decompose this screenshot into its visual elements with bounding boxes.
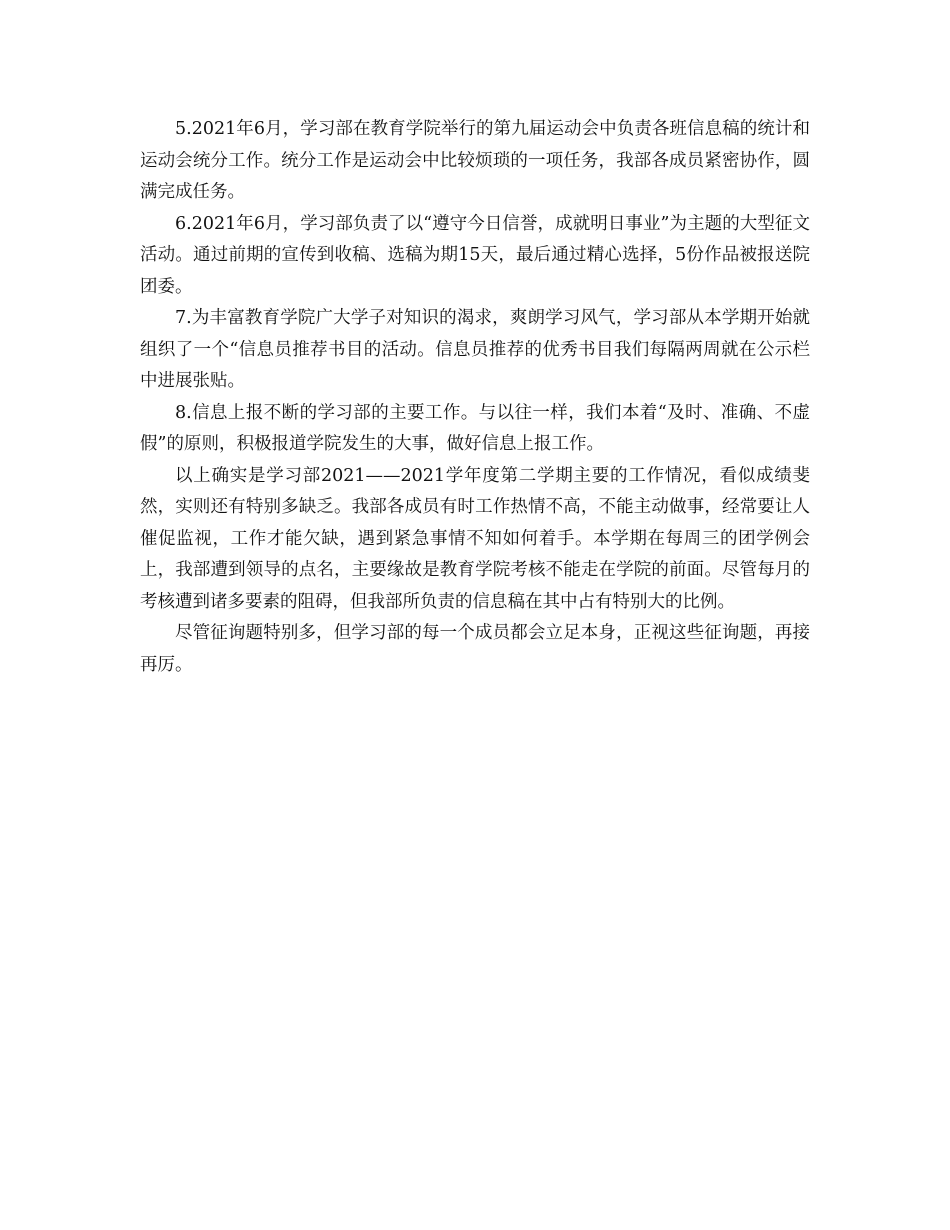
paragraph-item-8: 8.信息上报不断的学习部的主要工作。与以往一样，我们本着“及时、准确、不虚假”的原则，积极报道学院发生的大事，做好信息上报工作。 [140, 402, 810, 454]
document-body [140, 114, 810, 681]
paragraph-item-5: 5.2021年6月，学习部在教育学院举行的第九届运动会中负责各班信息稿的统计和运动会统分工作。统分工作是运动会中比较烦琐的一项任务，我部各成员紧密协作，圆满完成任务。 [140, 119, 810, 202]
paragraph-item-6: 6.2021年6月，学习部负责了以“遵守今日信誉，成就明日事业”为主题的大型征文活动。通过前期的宣传到收稿、选稿为期15天，最后通过精心选择，5份作品被报送院团委。 [140, 213, 810, 297]
paragraph-closing: 尽管征询题特别多，但学习部的每一个成员都会立足本身，正视这些征询题，再接再厉。 [140, 623, 810, 675]
paragraph-item-7: 7.为丰富教育学院广大学子对知识的渴求，爽朗学习风气，学习部从本学期开始就组织了一个“信息员推荐书目的活动。信息员推荐的优秀书目我们每隔两周就在公示栏中进展张贴。 [140, 308, 810, 391]
paragraph-summary: 以上确实是学习部2021——2021学年度第二学期主要的工作情况，看似成绩斐然，实则还有特别多缺乏。我部各成员有时工作热情不高，不能主动做事，经常要让人催促监视，工作才能欠缺，遇到紧急事情不知如何着手。本学期在每周三的团学例会上，我部遭到领导的点名，主要缘故是教育学院考核不能走在学院的前面。尽管每月的考核遭到诸多要素的阻碍，但我部所负责的信息稿在其中占有特别大的比例。 [140, 465, 810, 612]
